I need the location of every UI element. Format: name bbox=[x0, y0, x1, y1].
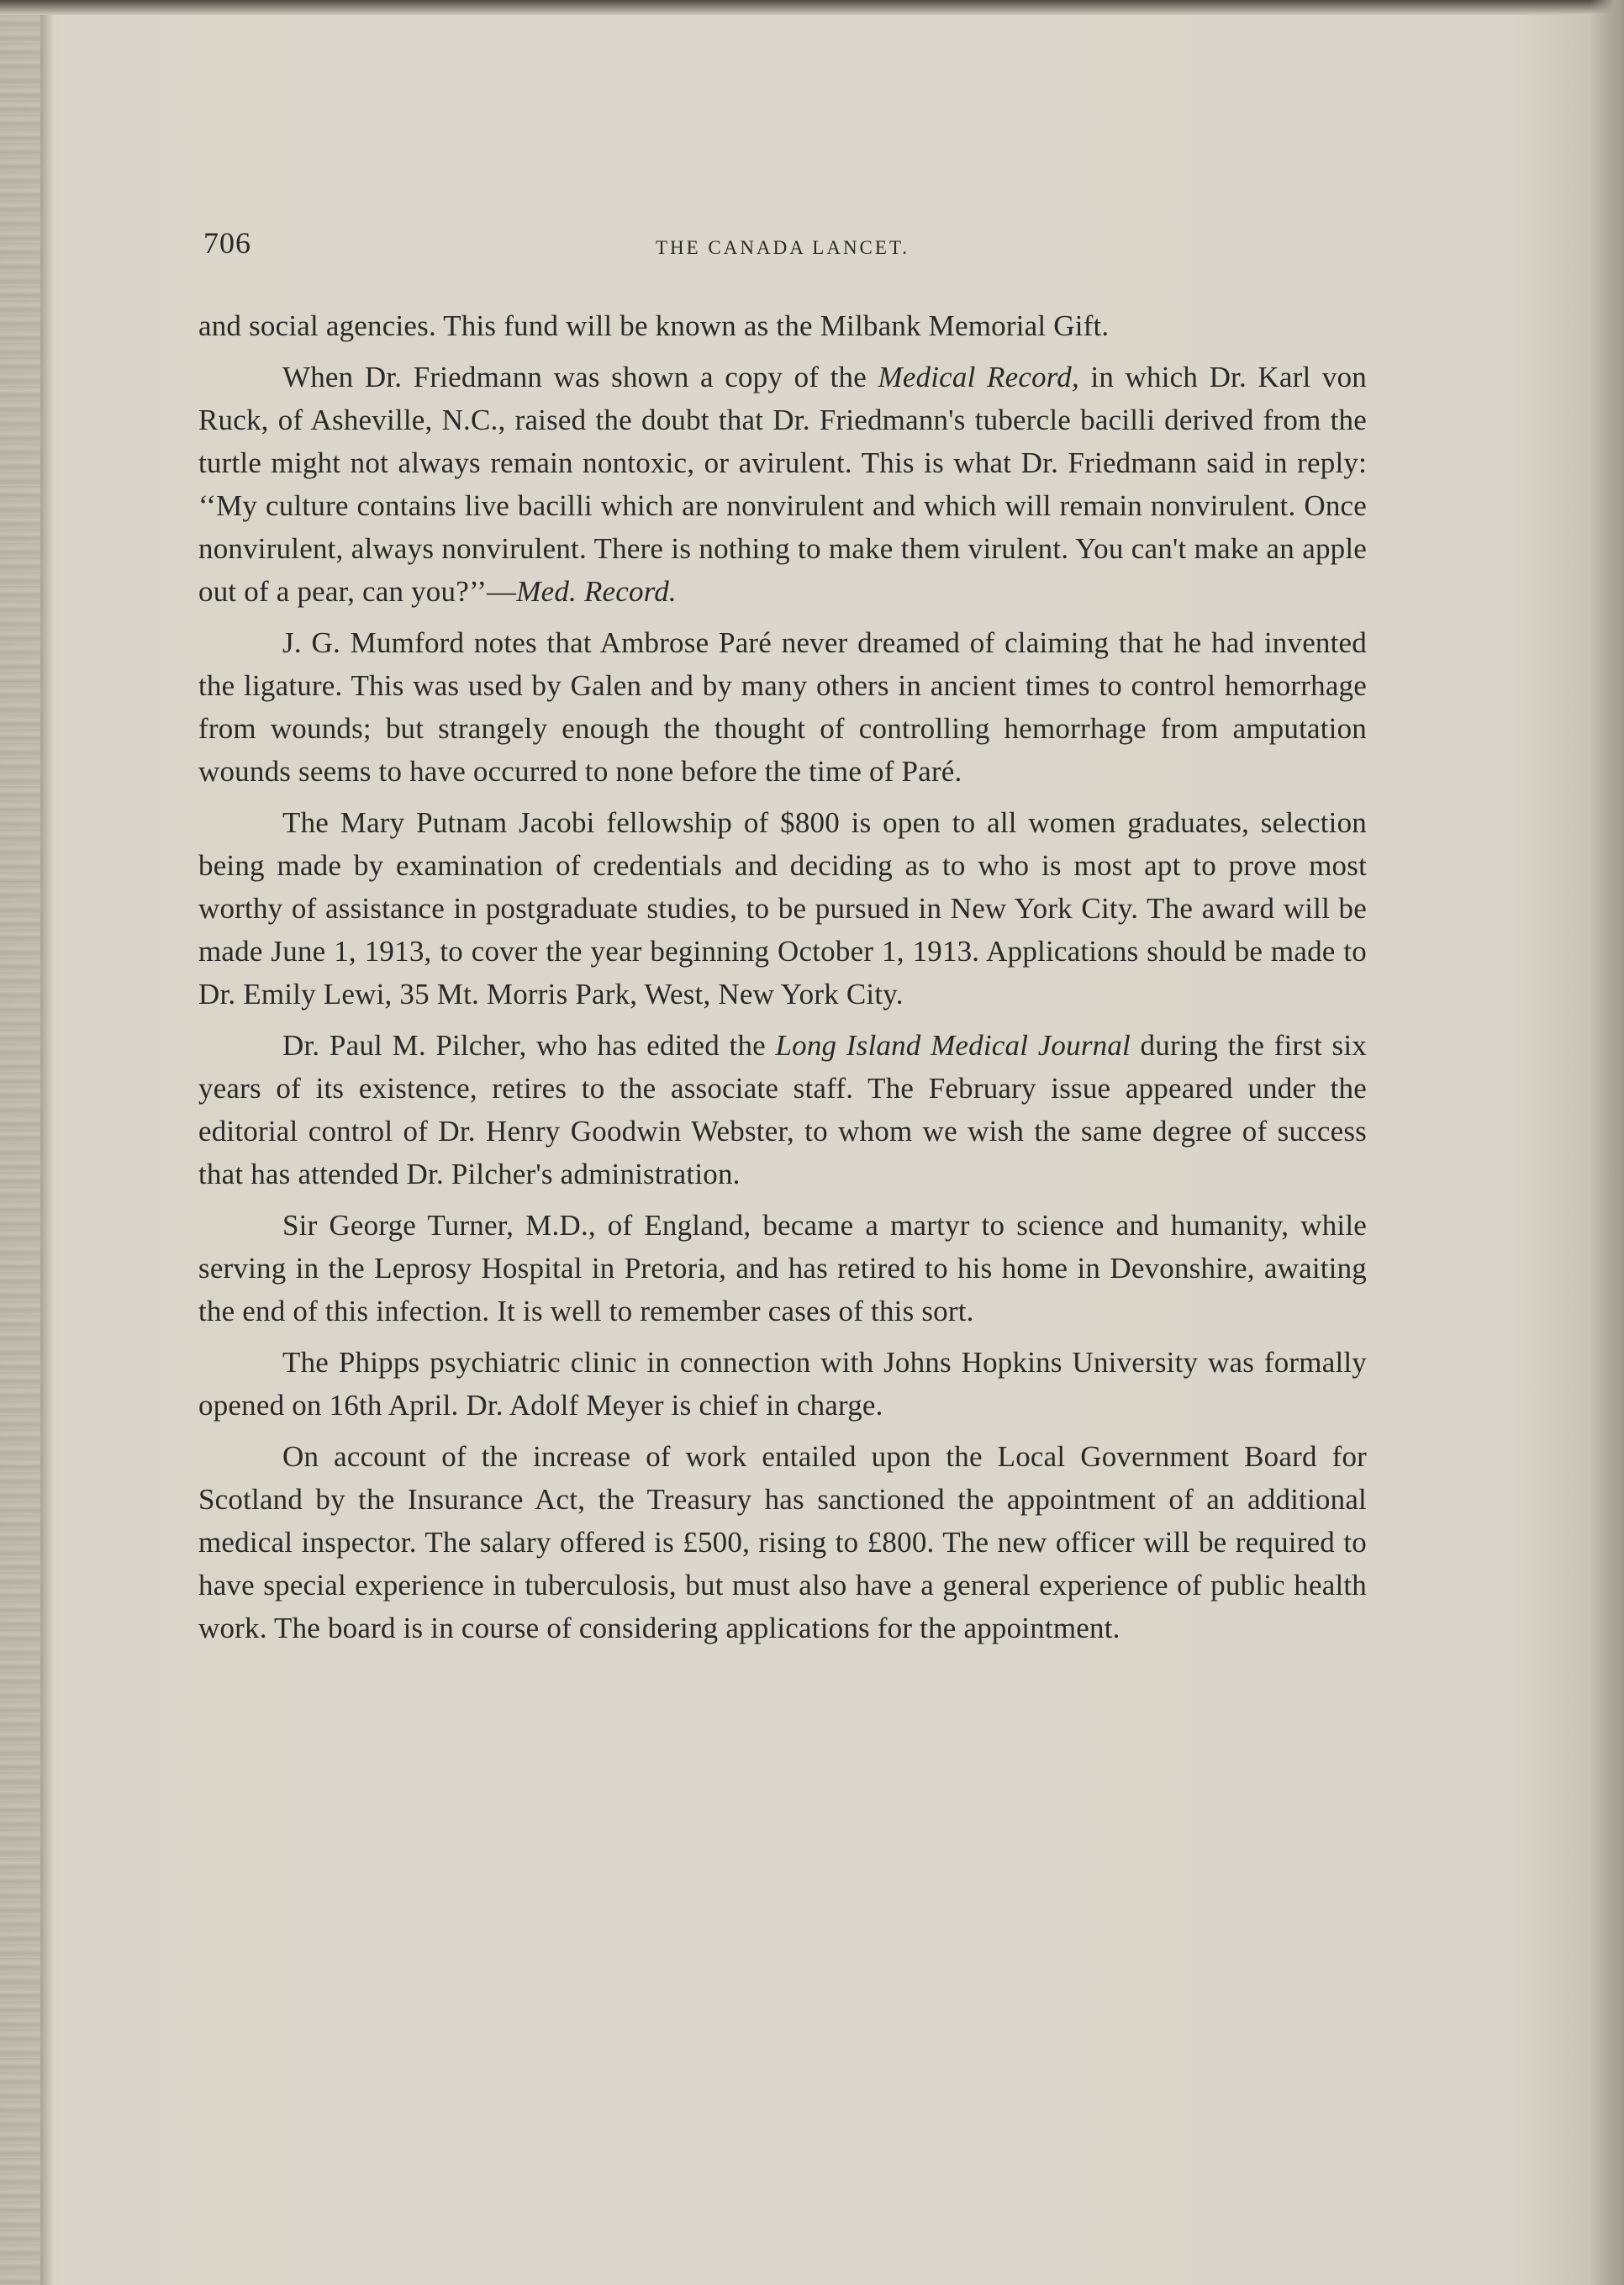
page-number: 706 bbox=[203, 226, 251, 260]
paragraph-friedmann bbox=[198, 356, 1367, 613]
journal-title-long-island: Long Island Medical Journal bbox=[775, 1029, 1131, 1062]
paragraph-text: On account of the increase of work entailed upon the Local Government Board for Scotland by the Insurance Act, the Treasury has sanctioned the appointment of an additional medical inspector. The salary offered is £500, rising to £800. The new officer will be required to have special experience in tuberculosis, but must also have a general experience of public health work. The board is in course of considering applications for the appointment. bbox=[198, 1440, 1367, 1644]
paragraph-jacobi-fellowship bbox=[198, 801, 1367, 1016]
page-header bbox=[198, 225, 1367, 276]
page-content bbox=[198, 225, 1367, 1658]
page-top-edge bbox=[0, 0, 1624, 15]
paragraph-milbank-gift bbox=[198, 304, 1367, 347]
citation-med-record: Med. Record. bbox=[516, 575, 677, 608]
paragraph-scotland-board bbox=[198, 1435, 1367, 1649]
running-title: THE CANADA LANCET. bbox=[655, 237, 910, 258]
paragraph-text: Dr. Paul M. Pilcher, who has edited the bbox=[282, 1029, 776, 1062]
paragraph-text: When Dr. Friedmann was shown a copy of the bbox=[282, 361, 878, 393]
page-right-edge bbox=[1590, 0, 1624, 2285]
paragraph-mumford bbox=[198, 621, 1367, 793]
journal-title-medical-record: Medical Record, bbox=[878, 361, 1079, 393]
paragraph-text: during the first six years of its existence, retires to the associate staff. The February issue appeared under the editorial control of Dr. Henry Goodwin Webster, to whom we wish the same degree of success that has attended Dr. Pilcher's administration. bbox=[198, 1029, 1368, 1190]
paragraph-text: Sir George Turner, M.D., of England, became a martyr to science and humanity, while serving in the Leprosy Hospital in Pretoria, and has retired to his home in Devonshire, awaiting the end of this infection. It is well to remember cases of this sort. bbox=[198, 1209, 1367, 1327]
book-binding bbox=[0, 0, 40, 2285]
binding-shadow bbox=[40, 0, 52, 2285]
paragraph-turner bbox=[198, 1204, 1367, 1332]
paragraph-text: in which Dr. Karl von Ruck, of Asheville, N.C., raised the doubt that Dr. Friedmann's tubercle bacilli derived from the turtle might not always remain nontoxic, or avirulent. This is what Dr. Friedmann said in reply: ‘‘My culture contains live bacilli which are nonvirulent and which will remain nonvirulent. Once nonvirulent, always nonvirulent. There is nothing to make them virulent. You can't make an apple out of a pear, can you?’’— bbox=[198, 361, 1367, 608]
paragraph-text: The Mary Putnam Jacobi fellowship of $800 is open to all women graduates, selection being made by examination of credentials and deciding as to who is most apt to prove most worthy of assistance in postgraduate studies, to be pursued in New York City. The award will be made June 1, 1913, to cover the year beginning October 1, 1913. Applications should be made to Dr. Emily Lewi, 35 Mt. Morris Park, West, New York City. bbox=[198, 806, 1367, 1011]
paragraph-pilcher bbox=[198, 1024, 1367, 1195]
paragraph-text: and social agencies. This fund will be known as the Milbank Memorial Gift. bbox=[198, 309, 1110, 342]
paragraph-text: The Phipps psychiatric clinic in connection with Johns Hopkins University was formally opened on 16th April. Dr. Adolf Meyer is chief in charge. bbox=[198, 1346, 1367, 1422]
paragraph-text: J. G. Mumford notes that Ambrose Paré never dreamed of claiming that he had invented the ligature. This was used by Galen and by many others in ancient times to control hemorrhage from wounds; but strangely enough the thought of controlling hemorrhage from amputation wounds seems to have occurred to none before the time of Paré. bbox=[198, 626, 1367, 788]
paragraph-phipps-clinic bbox=[198, 1341, 1367, 1427]
